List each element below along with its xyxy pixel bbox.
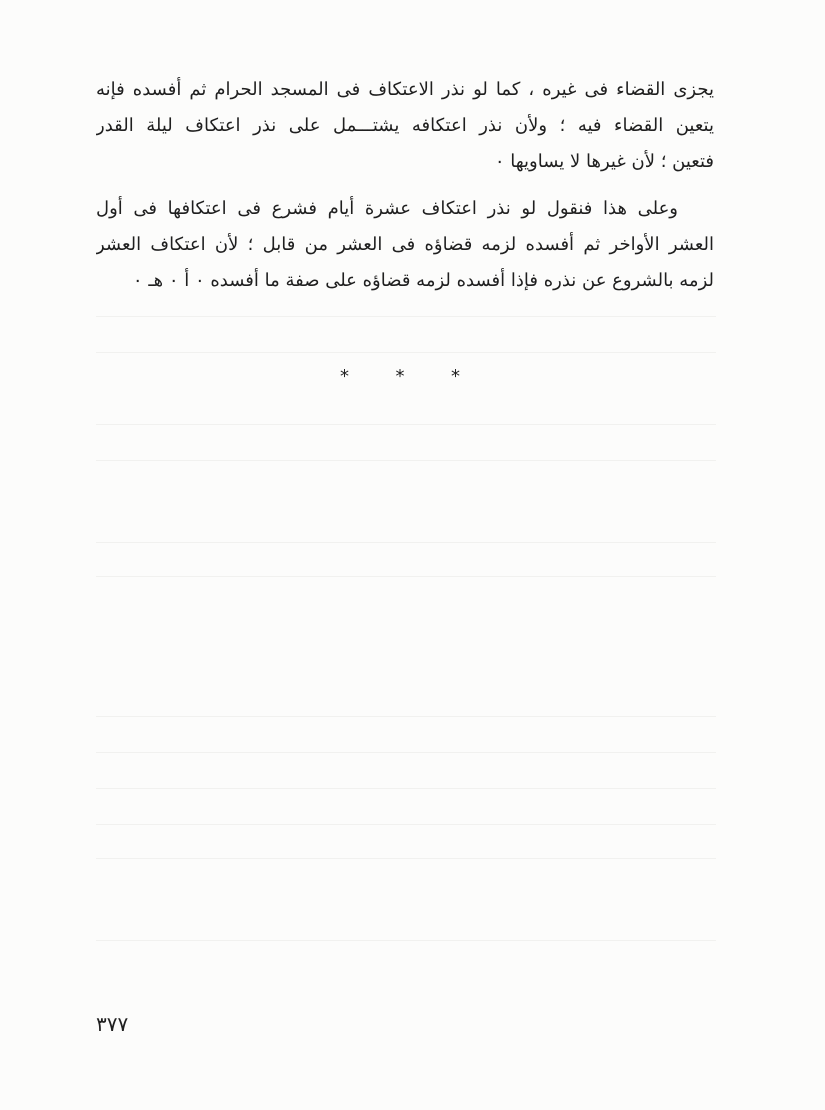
bleed-through-line <box>96 460 716 461</box>
text-line: يجزى القضاء فى غيره ، كما لو نذر الاعتكاف فى المسجد الحرام ثم أفسده فإنه <box>96 79 714 100</box>
page-number: ٣٧٧ <box>96 1012 129 1036</box>
asterisk-ornament: * <box>340 366 349 387</box>
bleed-through-line <box>96 576 716 577</box>
text-line: العشر الأواخر ثم أفسده لزمه قضاؤه فى العشر من قابل ؛ لأن اعتكاف العشر <box>96 234 714 255</box>
paragraph <box>96 191 714 299</box>
bleed-through-line <box>96 940 716 941</box>
section-separator <box>340 366 460 387</box>
bleed-through-line <box>96 788 716 789</box>
bleed-through-line <box>96 716 716 717</box>
bleed-through-line <box>96 542 716 543</box>
bleed-through-line <box>96 424 716 425</box>
text-line: لزمه بالشروع عن نذره فإذا أفسده لزمه قضاؤه على صفة ما أفسده ٠ أ ٠ هـ ٠ <box>132 270 714 291</box>
bleed-through-line <box>96 316 716 317</box>
bleed-through-line <box>96 858 716 859</box>
body-text <box>96 72 714 299</box>
asterisk-ornament: * <box>395 366 405 387</box>
bleed-through-line <box>96 352 716 353</box>
bleed-through-line <box>96 824 716 825</box>
paragraph <box>96 72 714 180</box>
asterisk-ornament: * <box>451 366 460 387</box>
bleed-through-line <box>96 752 716 753</box>
text-line: وعلى هذا فنقول لو نذر اعتكاف عشرة أيام فشرع فى اعتكافها فى أول <box>96 198 678 219</box>
text-line: فتعين ؛ لأن غيرها لا يساويها ٠ <box>494 151 714 172</box>
text-line: يتعين القضاء فيه ؛ ولأن نذر اعتكافه يشتـــمل على نذر اعتكاف ليلة القدر <box>96 115 714 136</box>
